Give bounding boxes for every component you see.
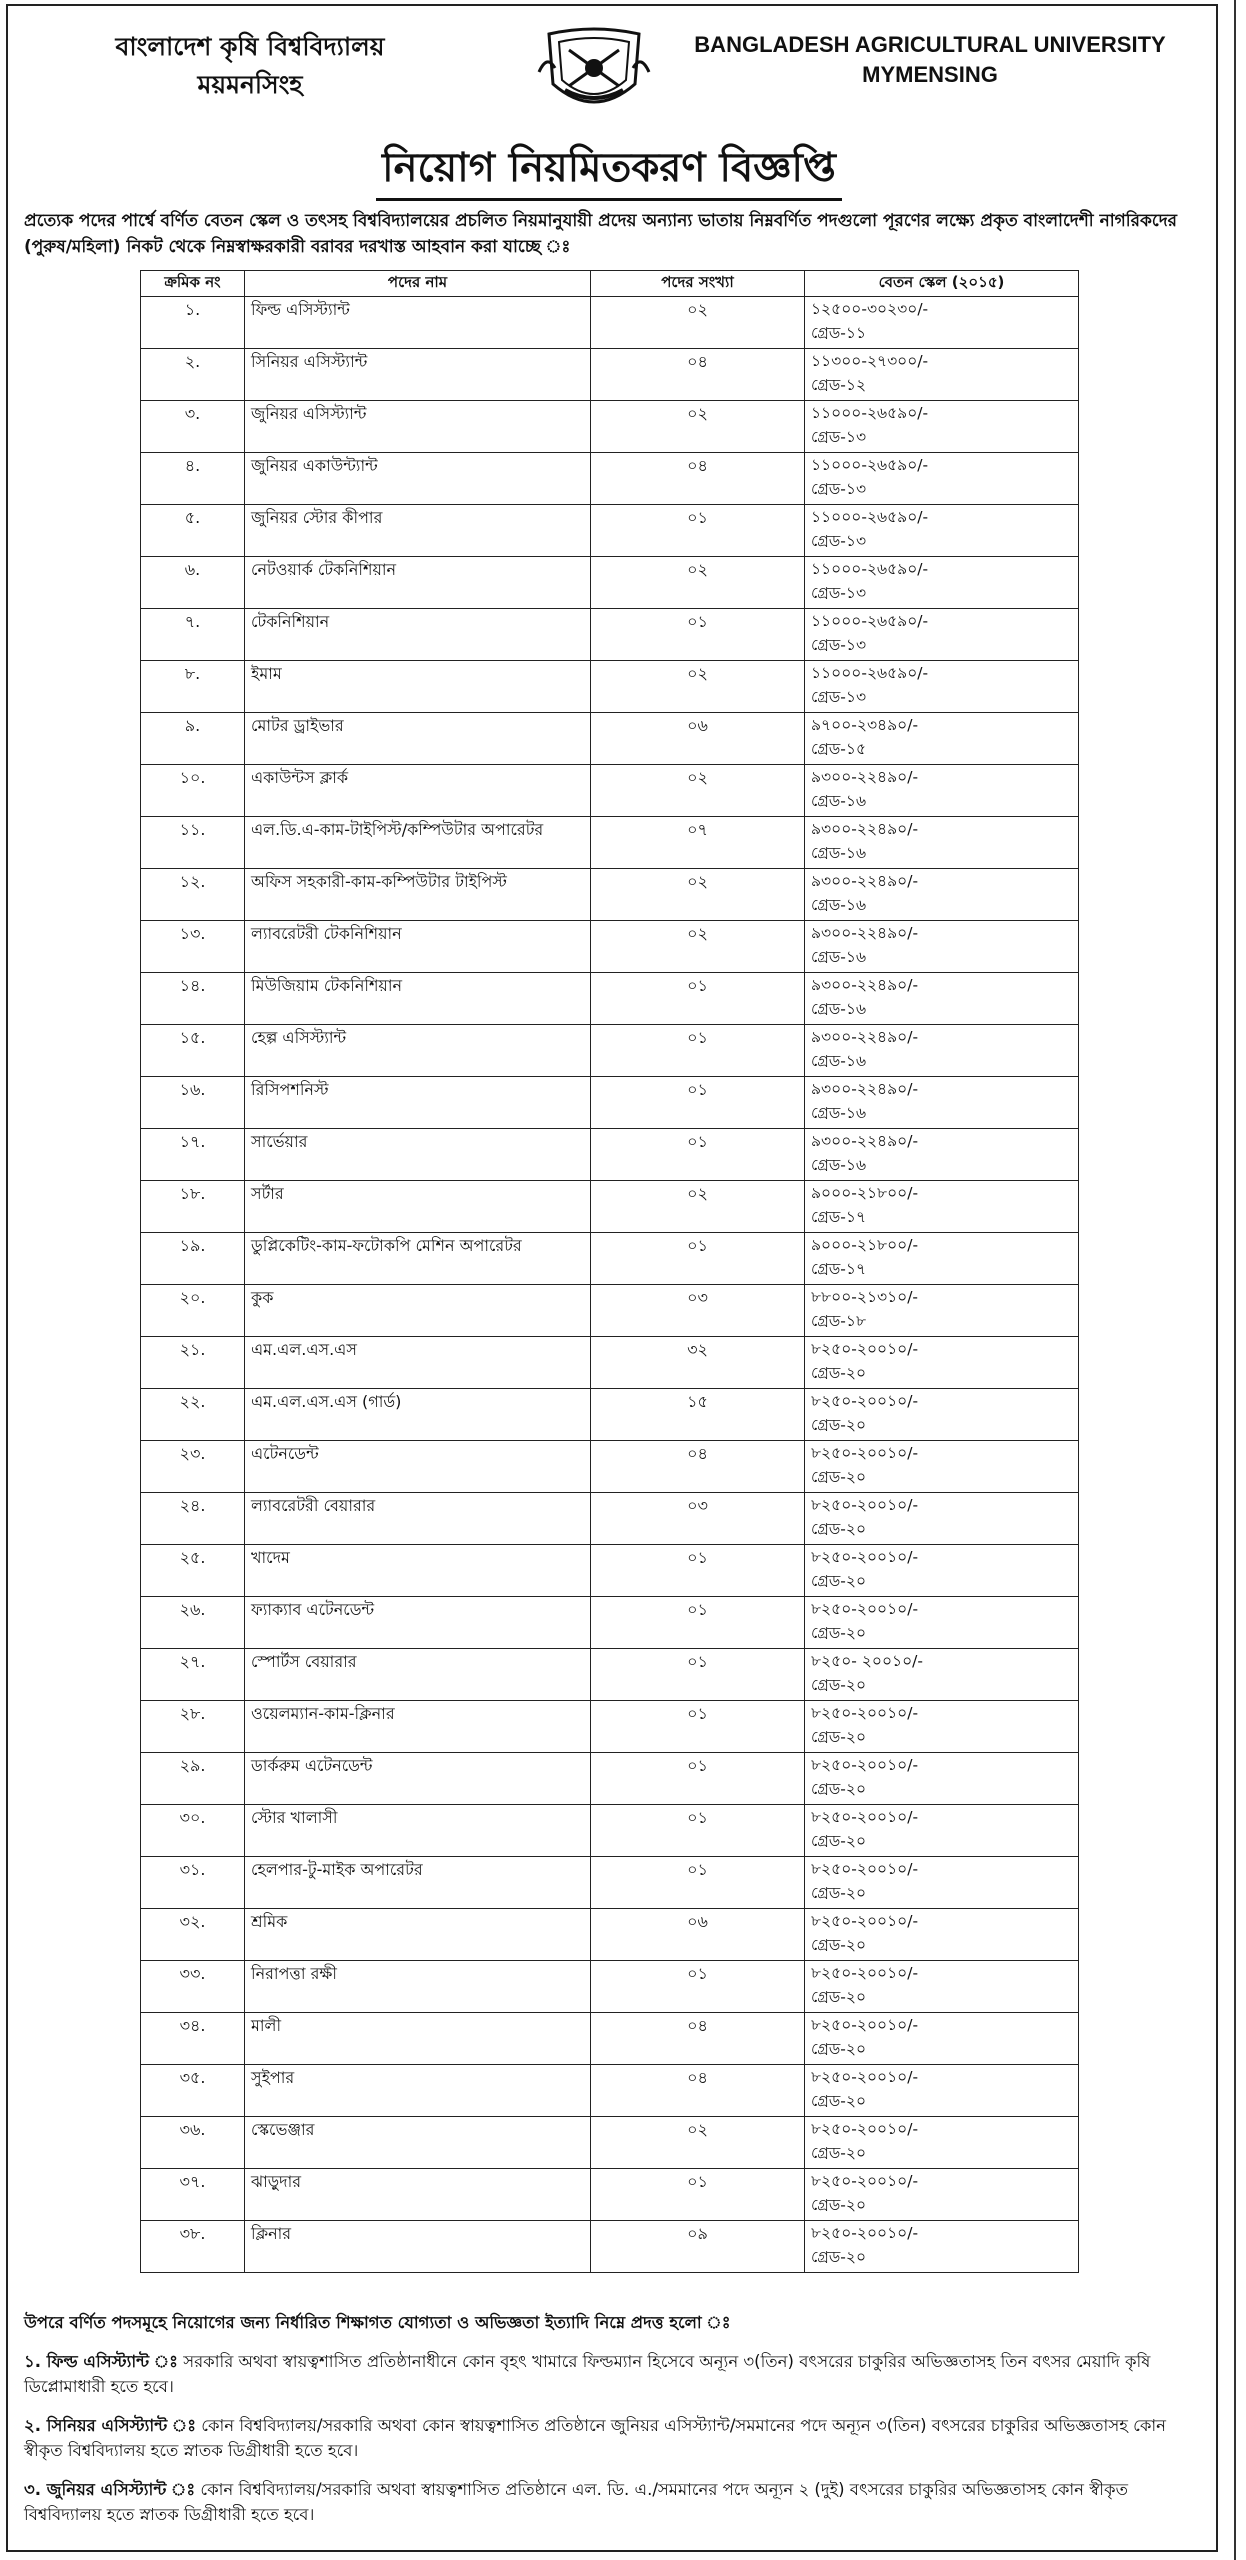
pay-grade: গ্রেড-১৬ [811,896,867,914]
table-row [141,817,1079,869]
post-name-cell: মিউজিয়াম টেকনিশিয়ান [245,973,591,1025]
pay-scale-range: ৯০০০-২১৮০০/- [811,1184,919,1202]
pay-grade: গ্রেড-২০ [811,2248,867,2266]
pay-scale-cell [805,557,1079,609]
serial-cell: ৯. [141,713,245,765]
notes-heading: উপরে বর্ণিত পদসমূহে নিয়োগের জন্য নির্ধারিত শিক্ষাগত যোগ্যতা ও অভিজ্ঞতা ইত্যাদি নিম্নে প্রদত্ত হলো ঃ [24,2313,731,2332]
note-text: কোন বিশ্ববিদ্যালয়/সরকারি অথবা স্বায়ত্বশাসিত প্রতিষ্ঠানে এল. ডি. এ./সমমানের পদে অন্যূন ২ (দুই) বৎসরের চাকুরির অভিজ্ঞতাসহ কোন স্বীকৃত বিশ্ববিদ্যালয় হতে স্নাতক ডিগ্রীধারী হতে হবে। [24,2480,1128,2524]
pay-scale-range: ৮২৫০-২০০১০/- [811,1444,919,1462]
serial-cell: ২২. [141,1389,245,1441]
note-label: ১. ফিল্ড এসিস্ট্যান্ট ঃ [24,2352,178,2371]
pay-scale-range: ১১০০০-২৬৫৯০/- [811,404,929,422]
table-row [141,1649,1079,1701]
serial-cell: ২৪. [141,1493,245,1545]
pay-grade: গ্রেড-২০ [811,2144,867,2162]
serial-cell: ১. [141,297,245,349]
serial-cell: ২০. [141,1285,245,1337]
pay-scale-cell [805,1857,1079,1909]
pay-scale-range: ৮২৫০-২০০১০/- [811,2224,919,2242]
pay-grade: গ্রেড-১৬ [811,1000,867,1018]
posts-table [140,270,1079,2273]
post-count-cell: ০২ [591,921,805,973]
table-row [141,1701,1079,1753]
pay-grade: গ্রেড-২০ [811,1988,867,2006]
col-header-post-count: পদের সংখ্যা [591,271,805,297]
pay-scale-range: ১১০০০-২৬৫৯০/- [811,560,929,578]
university-logo-icon [535,24,653,120]
pay-grade: গ্রেড-১৩ [811,480,867,498]
pay-scale-range: ৮২৫০-২০০১০/- [811,1912,919,1930]
post-count-cell: ০২ [591,2117,805,2169]
pay-scale-range: ৮৮০০-২১৩১০/- [811,1288,919,1306]
post-count-cell: ০৪ [591,2065,805,2117]
pay-grade: গ্রেড-১২ [811,376,867,394]
pay-grade: গ্রেড-২০ [811,1884,867,1902]
post-count-cell: ৩২ [591,1337,805,1389]
post-count-cell: ০৪ [591,1441,805,1493]
post-name-cell: হেল্প এসিস্ট্যান্ট [245,1025,591,1077]
post-name-cell: সার্ভেয়ার [245,1129,591,1181]
serial-cell: ২৫. [141,1545,245,1597]
post-count-cell: ০২ [591,401,805,453]
pay-grade: গ্রেড-২০ [811,1624,867,1642]
serial-cell: ৮. [141,661,245,713]
scan-edge-rule [1234,0,1236,2560]
pay-grade: গ্রেড-১৭ [811,1208,867,1226]
pay-scale-range: ৯৩০০-২২৪৯০/- [811,924,919,942]
serial-cell: ১২. [141,869,245,921]
table-row [141,1597,1079,1649]
col-header-pay-scale: বেতন স্কেল (২০১৫) [805,271,1079,297]
pay-grade: গ্রেড-১৫ [811,740,867,758]
post-count-cell: ০১ [591,1233,805,1285]
university-city-en: MYMENSING [862,62,998,87]
pay-scale-range: ১১০০০-২৬৫৯০/- [811,612,929,630]
serial-cell: ৪. [141,453,245,505]
pay-scale-range: ১১০০০-২৬৫৯০/- [811,664,929,682]
post-name-cell: টেকনিশিয়ান [245,609,591,661]
table-row [141,349,1079,401]
pay-scale-range: ৮২৫০-২০০১০/- [811,1756,919,1774]
post-name-cell: সর্টার [245,1181,591,1233]
post-count-cell: ০২ [591,1181,805,1233]
table-row [141,921,1079,973]
table-row [141,1493,1079,1545]
pay-grade: গ্রেড-১৭ [811,1260,867,1278]
post-name-cell: ঝাড়ুদার [245,2169,591,2221]
note-item [24,2413,1204,2463]
table-row [141,1337,1079,1389]
post-count-cell: ০৩ [591,1285,805,1337]
serial-cell: ২১. [141,1337,245,1389]
table-row [141,1181,1079,1233]
title-wrapper [0,140,1218,201]
pay-scale-cell [805,1337,1079,1389]
table-row [141,2013,1079,2065]
pay-scale-range: ৮২৫০-২০০১০/- [811,1808,919,1826]
pay-scale-range: ১২৫০০-৩০২৩০/- [811,300,929,318]
table-row [141,2065,1079,2117]
post-name-cell: হেলপার-টু-মাইক অপারেটর [245,1857,591,1909]
university-name-english [650,30,1210,90]
post-count-cell: ০৭ [591,817,805,869]
note-label: ৩. জুনিয়র এসিস্ট্যান্ট ঃ [24,2480,196,2499]
pay-scale-cell [805,1909,1079,1961]
table-row [141,1961,1079,2013]
post-count-cell: ০১ [591,1025,805,1077]
pay-scale-cell [805,2117,1079,2169]
table-row [141,1389,1079,1441]
col-header-post-name: পদের নাম [245,271,591,297]
post-count-cell: ০১ [591,1961,805,2013]
pay-scale-cell [805,973,1079,1025]
serial-cell: ৩৫. [141,2065,245,2117]
post-name-cell: ক্লিনার [245,2221,591,2273]
serial-cell: ৩৬. [141,2117,245,2169]
post-count-cell: ০৪ [591,349,805,401]
pay-scale-cell [805,1701,1079,1753]
post-name-cell: নেটওয়ার্ক টেকনিশিয়ান [245,557,591,609]
pay-scale-cell [805,1493,1079,1545]
post-name-cell: রিসিপশনিস্ট [245,1077,591,1129]
university-name-en-line1: BANGLADESH AGRICULTURAL UNIVERSITY [694,32,1166,57]
pay-grade: গ্রেড-১৩ [811,428,867,446]
table-row [141,1753,1079,1805]
pay-scale-cell [805,713,1079,765]
pay-scale-range: ১১০০০-২৬৫৯০/- [811,508,929,526]
pay-scale-cell [805,2013,1079,2065]
pay-scale-cell [805,1129,1079,1181]
pay-scale-range: ৯৩০০-২২৪৯০/- [811,872,919,890]
serial-cell: ১৩. [141,921,245,973]
pay-grade: গ্রেড-২০ [811,1780,867,1798]
pay-grade: গ্রেড-১৬ [811,844,867,862]
post-count-cell: ০২ [591,557,805,609]
table-row [141,2169,1079,2221]
post-count-cell: ০১ [591,1753,805,1805]
post-count-cell: ০১ [591,1805,805,1857]
pay-scale-cell [805,1077,1079,1129]
pay-grade: গ্রেড-১৩ [811,688,867,706]
serial-cell: ১৪. [141,973,245,1025]
post-name-cell: শ্রমিক [245,1909,591,1961]
pay-scale-cell [805,1649,1079,1701]
note-item [24,2477,1204,2527]
pay-scale-cell [805,765,1079,817]
table-row [141,1025,1079,1077]
pay-scale-cell [805,921,1079,973]
pay-scale-range: ৯৩০০-২২৪৯০/- [811,820,919,838]
pay-scale-range: ৮২৫০-২০০১০/- [811,1704,919,1722]
pay-scale-cell [805,1545,1079,1597]
table-row [141,973,1079,1025]
pay-scale-range: ৮২৫০-২০০১০/- [811,1496,919,1514]
pay-scale-range: ৯৩০০-২২৪৯০/- [811,1132,919,1150]
pay-grade: গ্রেড-২০ [811,1676,867,1694]
post-name-cell: ডার্করুম এটেনডেন্ট [245,1753,591,1805]
post-name-cell: জুনিয়র স্টোর কীপার [245,505,591,557]
table-row [141,869,1079,921]
pay-scale-cell [805,1441,1079,1493]
post-name-cell: একাউন্টস ক্লার্ক [245,765,591,817]
pay-grade: গ্রেড-২০ [811,1364,867,1382]
post-count-cell: ০৪ [591,453,805,505]
pay-scale-cell [805,1233,1079,1285]
qualification-notes [24,2310,1204,2541]
post-count-cell: ০১ [591,1649,805,1701]
serial-cell: ১৬. [141,1077,245,1129]
post-name-cell: এম.এল.এস.এস (গার্ড) [245,1389,591,1441]
table-row [141,661,1079,713]
table-row [141,1857,1079,1909]
pay-scale-cell [805,1285,1079,1337]
table-row [141,1285,1079,1337]
table-row [141,765,1079,817]
serial-cell: ৩৭. [141,2169,245,2221]
pay-scale-cell [805,505,1079,557]
pay-scale-range: ৯৩০০-২২৪৯০/- [811,976,919,994]
pay-scale-cell [805,2065,1079,2117]
pay-scale-range: ৮২৫০-২০০১০/- [811,2120,919,2138]
pay-grade: গ্রেড-১৬ [811,1104,867,1122]
pay-scale-cell [805,2169,1079,2221]
col-header-serial: ক্রমিক নং [141,271,245,297]
pay-grade: গ্রেড-২০ [811,1832,867,1850]
serial-cell: ১০. [141,765,245,817]
post-count-cell: ০৩ [591,1493,805,1545]
post-name-cell: জুনিয়র এসিস্ট্যান্ট [245,401,591,453]
serial-cell: ৫. [141,505,245,557]
pay-scale-range: ৯০০০-২১৮০০/- [811,1236,919,1254]
post-count-cell: ০৬ [591,713,805,765]
serial-cell: ৩৩. [141,1961,245,2013]
pay-grade: গ্রেড-২০ [811,2092,867,2110]
post-count-cell: ০১ [591,609,805,661]
post-count-cell: ০২ [591,297,805,349]
table-row [141,557,1079,609]
post-count-cell: ০১ [591,505,805,557]
post-name-cell: কুক [245,1285,591,1337]
pay-grade: গ্রেড-২০ [811,1520,867,1538]
table-body [141,297,1079,2273]
pay-scale-cell [805,1389,1079,1441]
pay-scale-range: ৯৭০০-২৩৪৯০/- [811,716,919,734]
pay-scale-range: ৮২৫০-২০০১০/- [811,2172,919,2190]
university-name-bangla [40,28,460,104]
post-name-cell: ল্যাবরেটরী টেকনিশিয়ান [245,921,591,973]
table-header-row [141,271,1079,297]
post-count-cell: ০১ [591,973,805,1025]
serial-cell: ১৫. [141,1025,245,1077]
table-row [141,1909,1079,1961]
pay-grade: গ্রেড-১৮ [811,1312,867,1330]
pay-scale-cell [805,349,1079,401]
post-count-cell: ০৬ [591,1909,805,1961]
pay-scale-cell [805,1597,1079,1649]
table-row [141,505,1079,557]
pay-scale-cell [805,1025,1079,1077]
table-row [141,1233,1079,1285]
pay-scale-cell [805,401,1079,453]
serial-cell: ২৬. [141,1597,245,1649]
pay-grade: গ্রেড-২০ [811,2040,867,2058]
table-row [141,1545,1079,1597]
post-count-cell: ০১ [591,1129,805,1181]
post-count-cell: ০১ [591,1701,805,1753]
serial-cell: ১৮. [141,1181,245,1233]
pay-grade: গ্রেড-১৬ [811,1156,867,1174]
post-name-cell: ওয়েলম্যান-কাম-ক্লিনার [245,1701,591,1753]
note-text: কোন বিশ্ববিদ্যালয়/সরকারি অথবা কোন স্বায়ত্বশাসিত প্রতিষ্ঠানে জুনিয়র এসিস্ট্যান্ট/সমমানের পদে অন্যূন ৩(তিন) বৎসরের চাকুরির অভিজ্ঞতাসহ কোন স্বীকৃত বিশ্ববিদ্যালয় হতে স্নাতক ডিগ্রীধারী হতে হবে। [24,2416,1167,2460]
post-name-cell: ল্যাবরেটরী বেয়ারার [245,1493,591,1545]
post-count-cell: ০১ [591,1545,805,1597]
pay-grade: গ্রেড-১৩ [811,532,867,550]
pay-scale-range: ১১৩০০-২৭৩০০/- [811,352,929,370]
pay-scale-range: ৯৩০০-২২৪৯০/- [811,1028,919,1046]
post-name-cell: এটেনডেন্ট [245,1441,591,1493]
pay-scale-cell [805,817,1079,869]
serial-cell: ২৯. [141,1753,245,1805]
table-row [141,1441,1079,1493]
post-name-cell: খাদেম [245,1545,591,1597]
post-name-cell: অফিস সহকারী-কাম-কম্পিউটার টাইপিস্ট [245,869,591,921]
pay-grade: গ্রেড-২০ [811,1728,867,1746]
post-name-cell: এল.ডি.এ-কাম-টাইপিস্ট/কম্পিউটার অপারেটর [245,817,591,869]
serial-cell: ১১. [141,817,245,869]
pay-scale-cell [805,661,1079,713]
post-name-cell: সিনিয়র এসিস্ট্যান্ট [245,349,591,401]
pay-scale-range: ৮২৫০-২০০১০/- [811,2016,919,2034]
pay-scale-range: ৮২৫০-২০০১০/- [811,1340,919,1358]
post-name-cell: ফ্যাক্যাব এটেনডেন্ট [245,1597,591,1649]
pay-grade: গ্রেড-১৬ [811,792,867,810]
post-name-cell: মালী [245,2013,591,2065]
post-name-cell: স্টোর খালাসী [245,1805,591,1857]
post-name-cell: স্কেভেঞ্জার [245,2117,591,2169]
post-count-cell: ০১ [591,1597,805,1649]
serial-cell: ৩৪. [141,2013,245,2065]
serial-cell: ৭. [141,609,245,661]
post-name-cell: ইমাম [245,661,591,713]
pay-grade: গ্রেড-১৩ [811,636,867,654]
pay-scale-range: ৯৩০০-২২৪৯০/- [811,1080,919,1098]
pay-scale-range: ৮২৫০-২০০১০/- [811,1392,919,1410]
pay-scale-cell [805,1805,1079,1857]
pay-scale-range: ৮২৫০-২০০১০/- [811,2068,919,2086]
serial-cell: ৩. [141,401,245,453]
pay-scale-range: ৮২৫০-২০০১০/- [811,1964,919,1982]
pay-grade: গ্রেড-১৬ [811,948,867,966]
university-city-bn: ময়মনসিংহ [197,70,303,99]
pay-scale-cell [805,2221,1079,2273]
post-name-cell: জুনিয়র একাউন্ট্যান্ট [245,453,591,505]
pay-scale-cell [805,609,1079,661]
serial-cell: ২৮. [141,1701,245,1753]
table-row [141,713,1079,765]
university-name-bn-line1: বাংলাদেশ কৃষি বিশ্ববিদ্যালয় [115,32,385,61]
pay-scale-cell [805,1753,1079,1805]
pay-scale-cell [805,869,1079,921]
pay-scale-range: ১১০০০-২৬৫৯০/- [811,456,929,474]
table-row [141,1129,1079,1181]
notice-title: নিয়োগ নিয়মিতকরণ বিজ্ঞপ্তি [376,140,842,201]
intro-paragraph: প্রত্যেক পদের পার্শ্বে বর্ণিত বেতন স্কেল ও তৎসহ বিশ্ববিদ্যালয়ের প্রচলিত নিয়মানুযায়ী প্রদেয় অন্যান্য ভাতায় নিম্নবর্ণিত পদগুলো পূরণের লক্ষ্যে প্রকৃত বাংলাদেশী নাগরিকদের (পুরুষ/মহিলা) নিকট থেকে নিম্নস্বাক্ষরকারী বরাবর দরখাস্ত আহবান করা যাচ্ছে ঃ [24,211,1178,257]
pay-scale-range: ৯৩০০-২২৪৯০/- [811,768,919,786]
serial-cell: ৬. [141,557,245,609]
pay-grade: গ্রেড-২০ [811,1572,867,1590]
post-name-cell: মোটর ড্রাইভার [245,713,591,765]
table-row [141,401,1079,453]
pay-scale-cell [805,1181,1079,1233]
pay-grade: গ্রেড-২০ [811,1416,867,1434]
serial-cell: ২. [141,349,245,401]
post-count-cell: ০২ [591,661,805,713]
table-row [141,453,1079,505]
serial-cell: ২৩. [141,1441,245,1493]
table-row [141,609,1079,661]
table-row [141,1077,1079,1129]
post-count-cell: ০৯ [591,2221,805,2273]
post-name-cell: স্পোর্টস বেয়ারার [245,1649,591,1701]
note-label: ২. সিনিয়র এসিস্ট্যান্ট ঃ [24,2416,196,2435]
pay-grade: গ্রেড-২০ [811,1936,867,1954]
post-count-cell: ১৫ [591,1389,805,1441]
serial-cell: ২৭. [141,1649,245,1701]
serial-cell: ৩১. [141,1857,245,1909]
table-row [141,1805,1079,1857]
pay-scale-range: ৮২৫০-২০০১০/- [811,1860,919,1878]
serial-cell: ১৭. [141,1129,245,1181]
post-count-cell: ০১ [591,2169,805,2221]
pay-scale-range: ৮২৫০-২০০১০/- [811,1548,919,1566]
post-name-cell: ফিল্ড এসিস্ট্যান্ট [245,297,591,349]
pay-scale-range: ৮২৫০- ২০০১০/- [811,1652,923,1670]
post-count-cell: ০২ [591,765,805,817]
note-text: সরকারি অথবা স্বায়ত্বশাসিত প্রতিষ্ঠানাধীনে কোন বৃহৎ খামারে ফিল্ডম্যান হিসেবে অন্যূন ৩(তিন) বৎসরের চাকুরির অভিজ্ঞতাসহ তিন বৎসর মেয়াদি কৃষি ডিপ্লোমাধারী হতে হবে। [24,2352,1151,2396]
note-item [24,2349,1204,2399]
table-row [141,2221,1079,2273]
table-row [141,2117,1079,2169]
pay-scale-range: ৮২৫০-২০০১০/- [811,1600,919,1618]
pay-grade: গ্রেড-১৩ [811,584,867,602]
post-name-cell: নিরাপত্তা রক্ষী [245,1961,591,2013]
post-count-cell: ০৪ [591,2013,805,2065]
serial-cell: ৩০. [141,1805,245,1857]
pay-scale-cell [805,453,1079,505]
pay-scale-cell [805,1961,1079,2013]
post-name-cell: ডুপ্লিকেটিং-কাম-ফটোকপি মেশিন অপারেটর [245,1233,591,1285]
serial-cell: ১৯. [141,1233,245,1285]
pay-grade: গ্রেড-১১ [811,324,867,342]
post-count-cell: ০১ [591,1077,805,1129]
post-count-cell: ০১ [591,1857,805,1909]
table-row [141,297,1079,349]
post-count-cell: ০২ [591,869,805,921]
pay-grade: গ্রেড-২০ [811,2196,867,2214]
serial-cell: ৩৮. [141,2221,245,2273]
post-name-cell: সুইপার [245,2065,591,2117]
serial-cell: ৩২. [141,1909,245,1961]
post-name-cell: এম.এল.এস.এস [245,1337,591,1389]
pay-scale-cell [805,297,1079,349]
pay-grade: গ্রেড-১৬ [811,1052,867,1070]
pay-grade: গ্রেড-২০ [811,1468,867,1486]
